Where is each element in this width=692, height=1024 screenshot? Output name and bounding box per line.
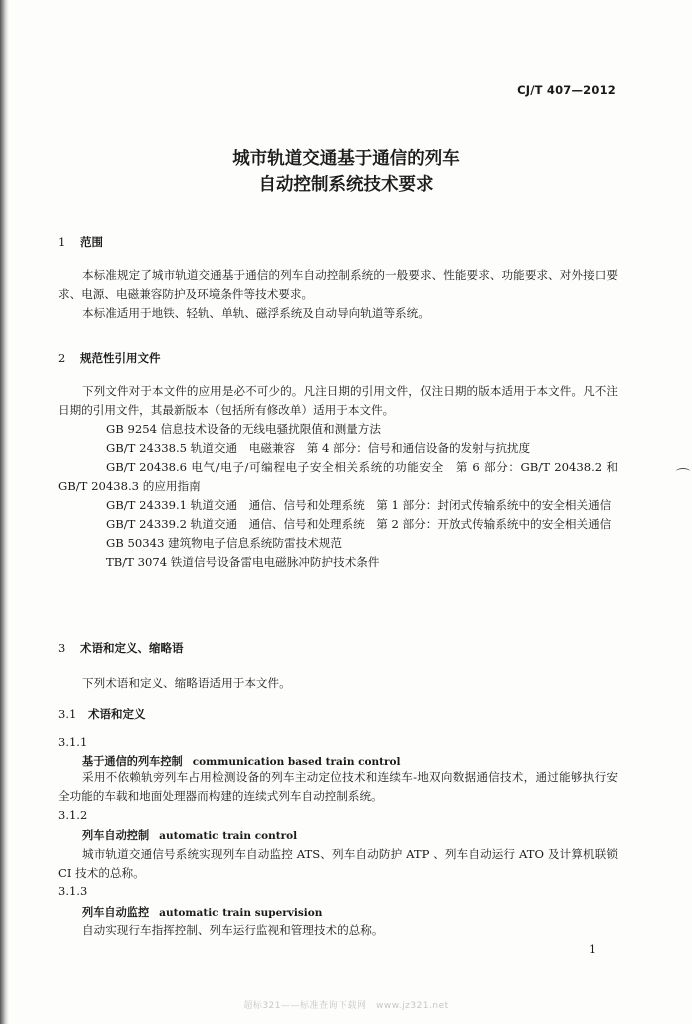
term-en: communication based train control xyxy=(192,756,401,768)
paragraph: 下列术语和定义、缩略语适用于本文件。 xyxy=(82,676,291,690)
section-3-heading xyxy=(58,640,184,656)
reference-item xyxy=(58,420,618,439)
term-heading xyxy=(82,827,297,843)
term-heading xyxy=(82,904,322,920)
reference-title: 电气/电子/可编程电子安全相关系统的功能安全 第 6 部分：GB/T 20438.2 和 GB/T 20438.3 的应用指南 xyxy=(58,460,618,493)
reference-item xyxy=(58,534,618,553)
reference-title: 轨道交通 通信、信号和处理系统 第 1 部分：封闭式传输系统中的安全相关通信 xyxy=(190,498,612,512)
term-zh: 列车自动控制 xyxy=(82,829,150,842)
section-1-body xyxy=(58,266,618,323)
paragraph: 城市轨道交通信号系统实现列车自动监控 ATS、列车自动防护 ATP 、列车自动运行 ATO 及计算机联锁 CI 技术的总称。 xyxy=(58,847,618,880)
reference-item xyxy=(58,458,618,496)
paragraph: 下列文件对于本文件的应用是必不可少的。凡注日期的引用文件，仅注日期的版本适用于本文件。凡不注日期的引用文件，其最新版本（包括所有修改单）适用于本文件。 xyxy=(58,384,618,417)
reference-code: GB 50343 xyxy=(106,536,165,550)
title-line-2: 自动控制系统技术要求 xyxy=(258,175,434,195)
term-en: automatic train control xyxy=(159,830,298,842)
paragraph: 本标准规定了城市轨道交通基于通信的列车自动控制系统的一般要求、性能要求、功能要求、对外接口要求、电源、电磁兼容防护及环境条件等技术要求。 xyxy=(58,268,618,301)
term-heading xyxy=(82,753,401,769)
reference-title: 建筑物电子信息系统防雷技术规范 xyxy=(168,536,342,550)
reference-item xyxy=(58,515,618,534)
term-definition xyxy=(58,768,618,806)
reference-code: TB/T 3074 xyxy=(106,555,168,569)
reference-code: GB/T 24339.1 xyxy=(106,498,188,512)
margin-mark xyxy=(676,468,690,475)
reference-item xyxy=(58,439,618,458)
section-2-heading xyxy=(58,350,161,366)
standard-code: CJ/T 407—2012 xyxy=(517,83,616,97)
section-1-heading xyxy=(58,234,103,250)
paragraph: 采用不依赖轨旁列车占用检测设备的列车主动定位技术和连续车-地双向数据通信技术，通过能够执行安全功能的车载和地面处理器而构建的连续式列车自动控制系统。 xyxy=(58,770,618,803)
term-en: automatic train supervision xyxy=(159,907,323,919)
page-number: 1 xyxy=(589,943,596,956)
section-title: 范围 xyxy=(80,235,103,249)
section-title: 术语和定义、缩略语 xyxy=(80,641,184,655)
paragraph: 本标准适用于地铁、轻轨、单轨、磁浮系统及自动导向轨道等系统。 xyxy=(82,306,430,320)
subsection-title: 术语和定义 xyxy=(88,707,146,721)
reference-title: 信息技术设备的无线电骚扰限值和测量方法 xyxy=(160,422,381,436)
document-title xyxy=(0,146,692,198)
term-number: 3.1.3 xyxy=(58,884,88,898)
title-line-1: 城市轨道交通基于通信的列车 xyxy=(232,149,460,169)
section-number: 3 xyxy=(58,641,66,655)
section-title: 规范性引用文件 xyxy=(80,351,161,365)
reference-code: GB/T 24339.2 xyxy=(106,517,188,531)
section-number: 2 xyxy=(58,351,66,365)
reference-code: GB/T 24338.5 xyxy=(106,441,188,455)
reference-title: 轨道交通 电磁兼容 第 4 部分：信号和通信设备的发射与抗扰度 xyxy=(190,441,531,455)
reference-item xyxy=(58,553,618,572)
term-zh: 列车自动监控 xyxy=(82,906,150,919)
reference-code: GB 9254 xyxy=(106,422,157,436)
section-3-intro xyxy=(58,674,618,693)
term-zh: 基于通信的列车控制 xyxy=(82,755,183,768)
section-2-body xyxy=(58,382,618,572)
reference-item xyxy=(58,496,618,515)
term-definition xyxy=(58,921,618,940)
subsection-3-1-heading xyxy=(58,706,146,722)
subsection-number: 3.1 xyxy=(58,707,77,721)
footer-watermark: 超标321——标准查询下载网 www.jz321.net xyxy=(243,1001,449,1011)
reference-title: 铁道信号设备雷电电磁脉冲防护技术条件 xyxy=(170,555,380,569)
section-number: 1 xyxy=(58,235,66,249)
term-number: 3.1.1 xyxy=(58,735,88,749)
term-number: 3.1.2 xyxy=(58,808,88,822)
term-definition xyxy=(58,845,618,883)
reference-title: 轨道交通 通信、信号和处理系统 第 2 部分：开放式传输系统中的安全相关通信 xyxy=(190,517,612,531)
reference-code: GB/T 20438.6 xyxy=(106,460,188,474)
paragraph: 自动实现行车指挥控制、列车运行监视和管理技术的总称。 xyxy=(82,923,384,937)
